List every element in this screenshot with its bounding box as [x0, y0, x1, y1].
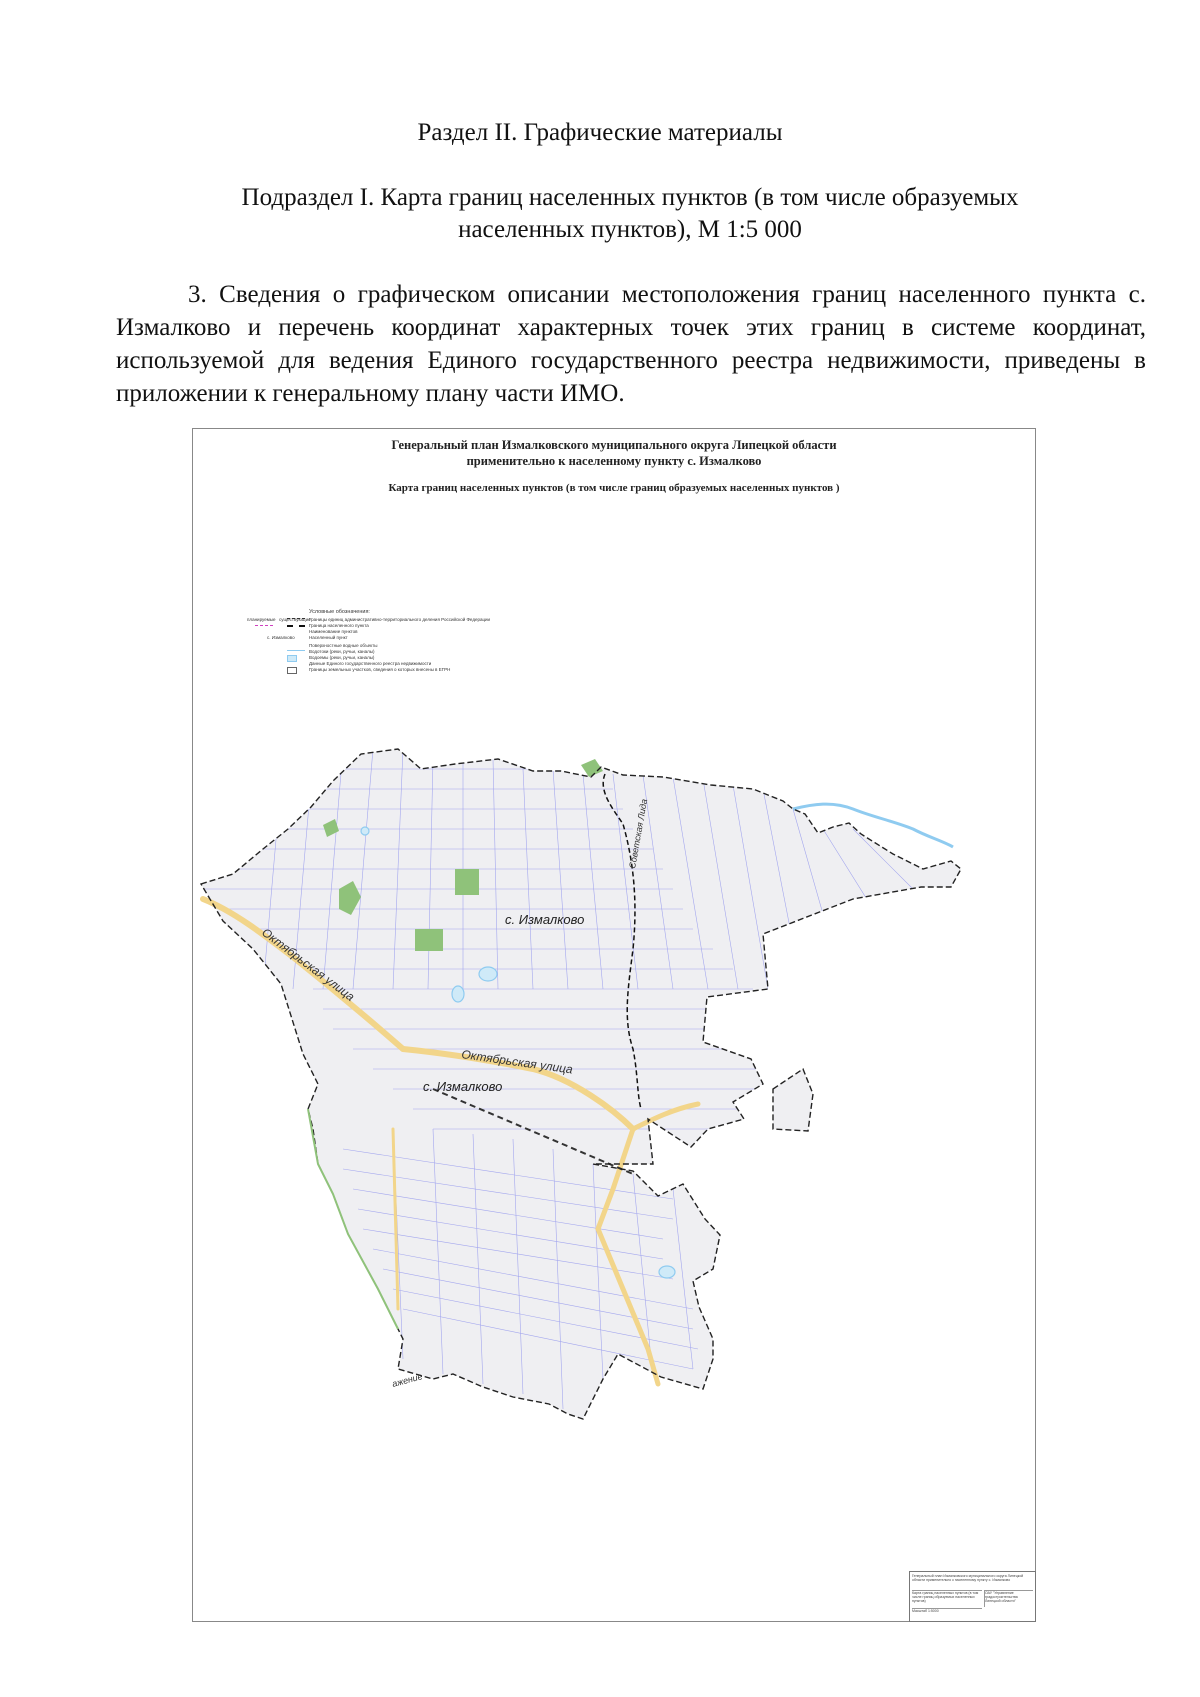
legend-item: Граница населенного пункта: [309, 623, 369, 628]
legend-item: Границы земельных участков, сведения о которых внесены в ЕГРН: [309, 667, 451, 672]
park-area: [415, 929, 443, 951]
map-title: Генеральный план Измалковского муниципального округа Липецкой области: [391, 438, 837, 452]
street-label: Октябрьская улица: [259, 925, 358, 1004]
pond: [361, 827, 369, 835]
territory-fill: [201, 749, 961, 1419]
street-label: Советская Лида: [627, 798, 650, 870]
title-block: [909, 1571, 1036, 1622]
title-block-scale: Масштаб 1:5000: [912, 1608, 982, 1620]
pond: [452, 986, 464, 1002]
map-sheet: [192, 428, 1036, 1622]
map-subtitle: Карта границ населенных пунктов (в том числе границ образуемых населенных пунктов ): [388, 482, 840, 494]
pond: [479, 967, 497, 981]
legend-item: Наименование пунктов: [309, 629, 358, 634]
legend-item: Поверхностные водные объекты: [309, 643, 378, 648]
paragraph: 3. Сведения о графическом описании местоположения границ населенного пункта с. Измалково и перечень координат характерных точек этих границ в системе координат, используемой для ведения Единого государственного реестра недвижимости, приведены в приложении к генеральному плану части ИМО.: [116, 281, 1146, 407]
subsection-title: Подраздел I. Карта границ населенных пунктов (в том числе образуемых населенных пунктов), М 1:5 000: [241, 184, 1019, 243]
settlement-label: с. Измалково: [423, 1079, 503, 1094]
settlement-map: [193, 429, 1035, 1621]
legend-item: Водотоки (реки, ручьи, каналы): [309, 649, 375, 654]
map-title-line2: применительно к населенному пункту с. Измалково: [466, 454, 762, 468]
legend-sample-label: с. Измалково: [267, 635, 295, 640]
legend-item: Границы единиц административно-территориального деления Российской Федерации: [309, 617, 491, 622]
legend-heading: Условные обозначения:: [309, 609, 370, 615]
title-block-main: Генеральный план Измалковского муниципального округа Липецкой области применительно к населенному пункту с. Измалково: [912, 1574, 1024, 1582]
legend-item: Данные Единого государственного реестра недвижимости: [309, 661, 432, 666]
title-block-org: ОАУ "Управление градостроительства Липецкой области": [984, 1590, 1033, 1607]
street-label: ажение: [390, 1371, 424, 1389]
legend-col-existing: существующие: [279, 617, 311, 622]
title-block-sheet: Карта границ населенных пунктов (в том числе границ образуемых населенных пунктов): [912, 1590, 982, 1607]
street-label: Октябрьская улица: [460, 1047, 574, 1077]
pond: [659, 1266, 675, 1278]
park-area: [455, 869, 479, 895]
legend-col-planned: планируемые: [247, 617, 276, 622]
section-title: Раздел II. Графические материалы: [417, 119, 783, 146]
detached-boundary: [773, 1069, 813, 1131]
settlement-label: с. Измалково: [505, 912, 585, 927]
legend-item: Населенный пункт: [309, 635, 348, 640]
legend-item: Водоемы (реки, ручьи, каналы): [309, 655, 375, 660]
